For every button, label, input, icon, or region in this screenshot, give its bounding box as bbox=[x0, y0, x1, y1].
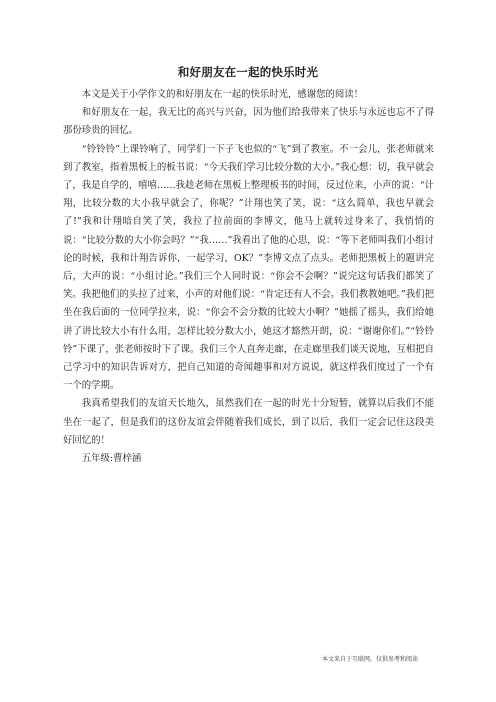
paragraph-conclusion: 我真希望我们的友谊天长地久，虽然我们在一起的时光十分短暂，就算以后我们不能坐在一起了，但是我们的这份友谊会伴随着我们成长，到了以后，我们一定会记住这段美好回忆的！ bbox=[63, 398, 434, 446]
paragraph-opening: 和好朋友在一起，我无比的高兴与兴奋，因为他们给我带来了快乐与永远也忘不了得那份珍贵的回忆。 bbox=[63, 107, 434, 137]
document-body bbox=[63, 86, 434, 468]
document-title: 和好朋友在一起的快乐时光 bbox=[177, 65, 319, 79]
page-footer-note: 本文来自于互联网，仅供参考和阅读 bbox=[321, 656, 418, 663]
paragraph-main-story: “铃铃铃”上课铃响了，同学们一下子飞也似的“飞”到了教室。不一会儿，张老师就来到了教室，指着黑板上的板书说：“今天我们学习比较分数的大小。”我心想：切，我早就会了，我是自学的，嘻嘻……我趁老师在黑板上整理板书的时间，反过位来，小声的说：“计翔，比较分数的大小我早就会了，你呢？”计翔也笑了笑，说：“这么简单，我也早就会了!”我和计翔暗自笑了笑，我拉了拉前面的李博文，他马上就转过身来了，我悄悄的说：“比较分数的大小你会吗？”“我……”我看出了他的心思，说：“等下老师叫我们小组讨论的时候，我和计翔告诉你，一起学习，OK？”李博文点了点头。老师把黑板上的题讲完后，大声的说：“小组讨论。”我们三个人同时说：“你会不会啊？”说完这句话我们都笑了笑。我把他们的头拉了过来，小声的对他们说：“肯定还有人不会。我们教教她吧。”我们把坐在我后面的一位同学拉来，说：“你会不会分数的比较大小啊？”她摇了摇头，我们给她讲了讲比较大小有什么用，怎样比较分数大小，她这才豁然开朗，说：“谢谢你们。”“铃铃铃”下课了，张老师按时下了课。我们三个人直奔走廊，在走廊里我们谈天说地，互相把自己学习中的知识告诉对方，把自己知道的奇闻趣事和对方说说，就这样我们度过了一个有一个的学期。 bbox=[63, 143, 434, 392]
paragraph-intro: 本文是关于小学作文的和好朋友在一起的快乐时光，感谢您的阅读！ bbox=[81, 89, 364, 100]
author-line: 五年级:曹梓涵 bbox=[81, 453, 142, 465]
